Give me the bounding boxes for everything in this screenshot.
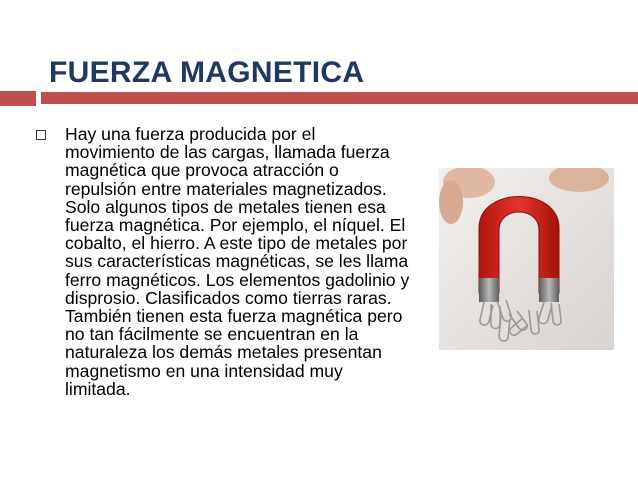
magnet-photo <box>439 168 614 350</box>
title-rule-line <box>41 92 638 104</box>
square-bullet-icon <box>36 130 46 140</box>
slide-title: FUERZA MAGNETICA <box>49 56 365 89</box>
body-paragraph: Hay una fuerza producida por el movimiento de las cargas, llamada fuerza magnética que provoca atracción o repulsión entre materiales magnetizados. Solo algunos tipos de metales tienen esa fuerza magnética. Por ejemplo, el níquel. El cobalto, el hierro. A este tipo de metales por sus características magnéticas, se les llama ferro magnéticos. Los elementos gadolinio y disprosio. Clasificados como tierras raras. También tienen esta fuerza magnética pero no tan fácilmente se encuentran en la naturaleza los demás metales presentan magnetismo en una intensidad muy limitada. <box>65 124 410 399</box>
title-rule-accent <box>0 91 36 106</box>
title-rule-gap <box>36 88 41 108</box>
